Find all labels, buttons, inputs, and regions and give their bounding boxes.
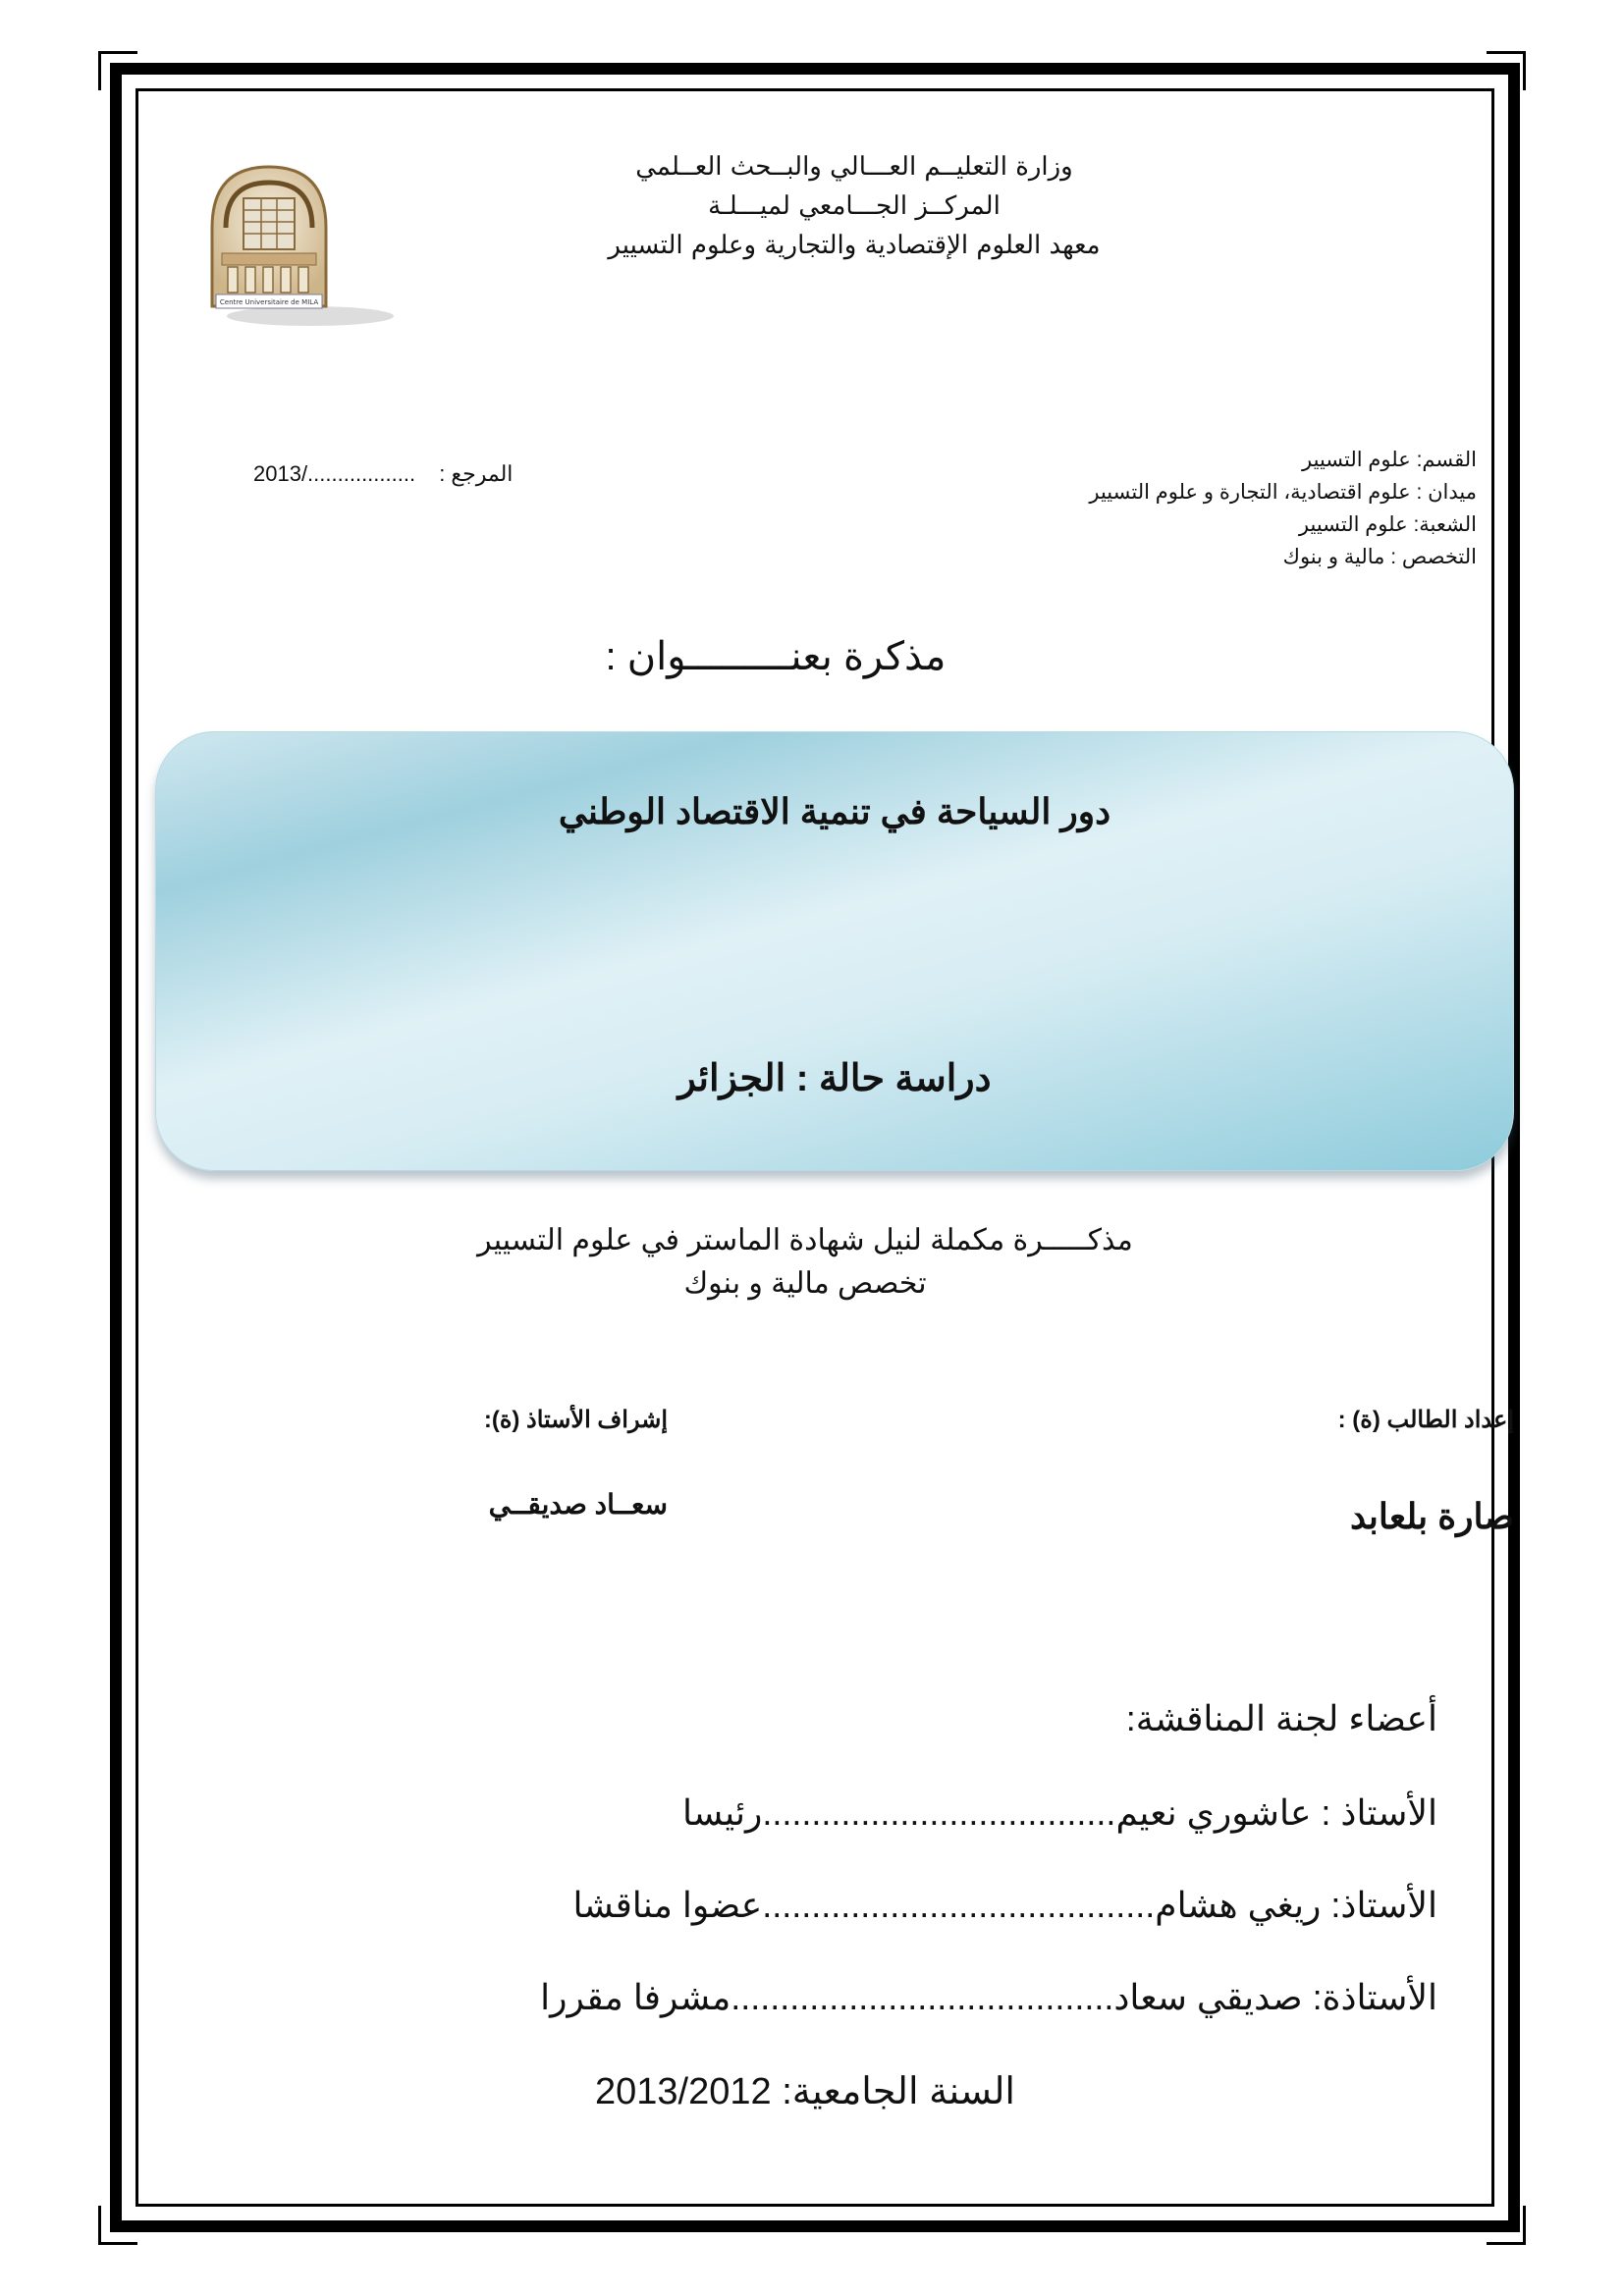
institution-header [550, 147, 1159, 265]
reference-value: 2013/.................. [253, 461, 416, 486]
jury-heading: أعضاء لجنة المناقشة: [1125, 1698, 1437, 1738]
program-info [966, 444, 1477, 573]
student-name: صارة بلعابد [1350, 1496, 1514, 1536]
department: القسم: علوم التسيير [1302, 449, 1477, 471]
degree-statement [412, 1219, 1198, 1306]
memo-heading: مذكرة بعنـــــــــوان : [605, 635, 947, 678]
specialty: التخصص : مالية و بنوك [1282, 546, 1477, 568]
jury-member-supervisor: الأستاذة: صديقي سعاد.......................................مشرفا مقررا [540, 1977, 1437, 2017]
title-box [155, 731, 1514, 1171]
field: ميدان : علوم اقتصادية، التجارة و علوم التسيير [1089, 481, 1477, 504]
ministry-name: وزارة التعليــم العـــالي والبــحث العــلمي [635, 152, 1073, 182]
reference-line [253, 461, 513, 487]
university-logo [192, 159, 399, 332]
academic-year: السنة الجامعية: 2013/2012 [595, 2071, 1015, 2112]
student-label: إعداد الطالب (ة) : [1337, 1407, 1514, 1433]
degree-line-1: مذكـــــرة مكملة لنيل شهادة الماستر في علوم التسيير [477, 1224, 1133, 1256]
supervisor-label: إشراف الأستاذ (ة): [483, 1407, 668, 1433]
university-center-name: المركــز الجـــامعي لميـــلـة [708, 191, 1001, 221]
jury-member-president: الأستاذ : عاشوري نعيم....................................رئيسا [682, 1792, 1437, 1833]
reference-label: المرجع : [439, 461, 514, 486]
thesis-title: دور السياحة في تنمية الاقتصاد الوطني [558, 791, 1111, 831]
logo-caption: Centre Universitaire de MILA [219, 298, 319, 306]
degree-line-2: تخصص مالية و بنوك [683, 1267, 927, 1300]
branch: الشعبة: علوم التسيير [1298, 513, 1477, 536]
jury-member-examiner: الأستاذ: ريغي هشام........................................عضوا مناقشا [572, 1885, 1437, 1925]
case-study: دراسة حالة : الجزائر [677, 1058, 992, 1099]
institute-name: معهد العلوم الإقتصادية والتجارية وعلوم التسيير [608, 231, 1101, 260]
supervisor-name: سعــاد صديقــي [488, 1489, 668, 1520]
